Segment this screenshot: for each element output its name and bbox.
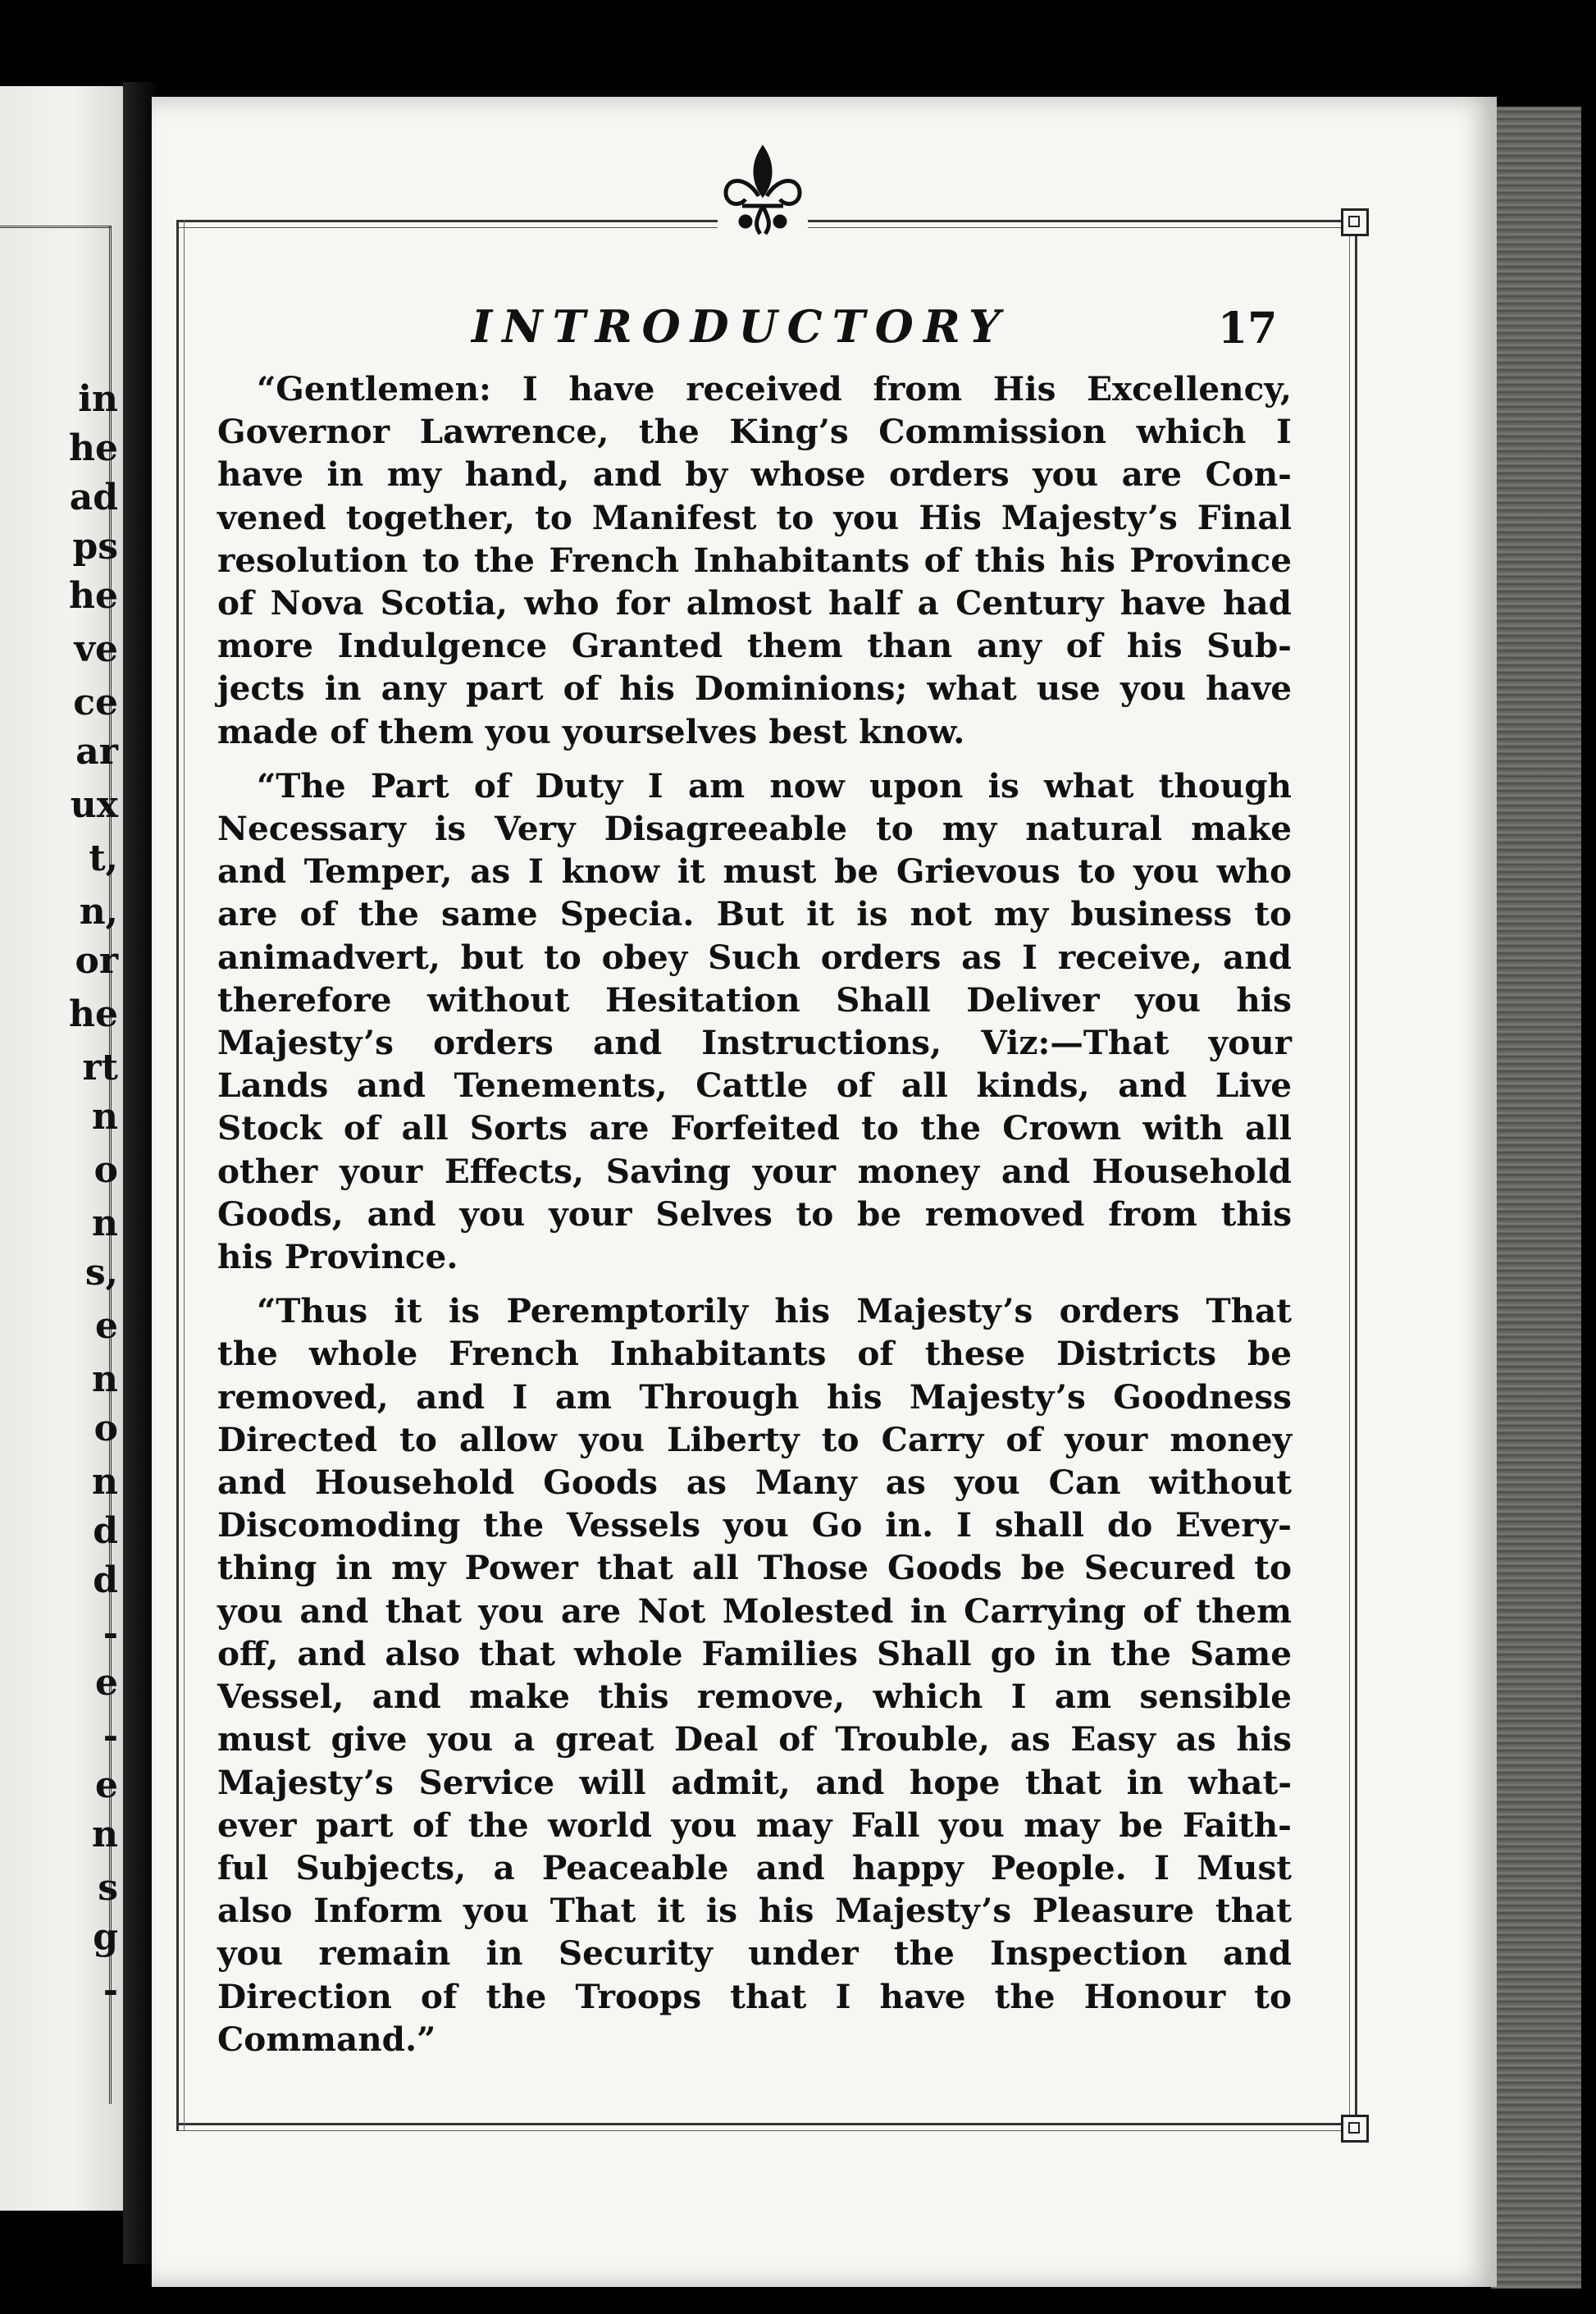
facing-page-fragment: g	[93, 1916, 118, 1958]
text-line: thing in my Power that all Those Goods be Secured to	[217, 1548, 1292, 1588]
facing-page-fragment: n	[92, 1461, 118, 1503]
facing-page-fragment: he	[69, 427, 118, 469]
paragraph-gap	[217, 1278, 1292, 1289]
paragraph	[217, 764, 1292, 1278]
text-line: “The Part of Duty I am now upon is what though	[257, 765, 1292, 806]
facing-page-fragment: -	[103, 1715, 118, 1757]
text-line: Necessary is Very Disagreeable to my natural make	[217, 809, 1292, 849]
facing-page-fragment: o	[93, 1149, 118, 1191]
text-line: have in my hand, and by whose orders you are Con-	[217, 454, 1292, 495]
text-line: off, and also that whole Families Shall go in the Same	[217, 1633, 1292, 1673]
text-line: Vessel, and make this remove, which I am sensible	[217, 1677, 1292, 1717]
facing-page-fragment: ps	[72, 526, 118, 568]
facing-page-fragment: d	[93, 1510, 118, 1552]
facing-page-fragment: n,	[79, 891, 118, 933]
text-line: ever part of the world you may Fall you may be Faith-	[217, 1805, 1292, 1845]
facing-page-fragment: n	[92, 1358, 118, 1400]
text-line: Discomoding the Vessels you Go in. I shall do Every-	[217, 1505, 1292, 1545]
text-line: must give you a great Deal of Trouble, as Easy as his	[217, 1719, 1292, 1759]
corner-ornament-bottom-right	[1341, 2115, 1369, 2143]
page-number: 17	[1218, 304, 1278, 354]
facing-page-fragment: -	[103, 1613, 118, 1654]
fleur-de-lis-icon	[718, 142, 808, 240]
text-line: other your Effects, Saving your money and Household	[217, 1151, 1292, 1191]
facing-page-fragment: e	[95, 1305, 118, 1347]
running-head: INTRODUCTORY	[472, 300, 1010, 353]
facing-page-fragment: e	[95, 1662, 118, 1704]
text-line: Majesty’s orders and Instructions, Viz:—That your	[217, 1023, 1292, 1063]
text-line: “Gentlemen: I have received from His Excellency,	[257, 369, 1292, 408]
text-line: and Temper, as I know it must be Grievous to you who	[217, 851, 1292, 892]
paragraph-gap	[217, 753, 1292, 764]
page-edge	[1491, 107, 1581, 2289]
facing-page-fragment: s	[98, 1867, 118, 1909]
facing-page-fragment: s,	[84, 1252, 118, 1294]
facing-page-fragment: n	[92, 1814, 118, 1855]
text-line: Goods, and you your Selves to be removed from this	[217, 1194, 1292, 1234]
facing-page-fragment: ve	[74, 628, 118, 670]
text-line: Governor Lawrence, the King’s Commission which I	[217, 412, 1292, 452]
facing-page-fragment: n	[92, 1203, 118, 1244]
border-right-rule	[1349, 220, 1357, 2131]
text-line: ful Subjects, a Peaceable and happy People. I Must	[217, 1847, 1292, 1887]
text-line: you remain in Security under the Inspection and	[217, 1933, 1292, 1974]
facing-page-fragment: o	[93, 1408, 118, 1449]
text-line: resolution to the French Inhabitants of this his Province	[217, 540, 1292, 580]
paragraph	[217, 367, 1292, 753]
text-line: made of them you yourselves best know.	[217, 711, 965, 751]
text-line: his Province.	[217, 1237, 458, 1277]
text-line: the whole French Inhabitants of these Districts be	[217, 1334, 1292, 1374]
book-page	[152, 97, 1497, 2287]
facing-page-fragment: ar	[75, 731, 118, 773]
facing-page-fragment: e	[95, 1764, 118, 1806]
text-line: vened together, to Manifest to you His Majesty’s Final	[217, 497, 1292, 537]
facing-page-fragment: or	[75, 940, 118, 982]
facing-page-fragment: ux	[70, 784, 118, 826]
facing-page-fragment: he	[69, 575, 118, 617]
text-line: more Indulgence Granted them than any of his Sub-	[217, 626, 1292, 666]
facing-page-top-rule	[0, 226, 112, 228]
body-text	[217, 367, 1292, 2061]
facing-page-fragment: in	[78, 378, 118, 420]
text-line: animadvert, but to obey Such orders as I receive, and	[217, 937, 1292, 977]
text-line: Direction of the Troops that I have the Honour to	[217, 1976, 1292, 2016]
facing-page-fragment: rt	[82, 1047, 118, 1089]
text-line: Majesty’s Service will admit, and hope that in what-	[217, 1762, 1292, 1802]
text-line: are of the same Specia. But it is not my business to	[217, 894, 1292, 934]
facing-page-fragment: t,	[89, 838, 118, 879]
border-bottom-rule	[176, 2123, 1357, 2131]
facing-page-fragment: d	[93, 1559, 118, 1601]
text-line: also Inform you That it is his Majesty’s Pleasure that	[217, 1891, 1292, 1931]
facing-page-fragment: -	[103, 1969, 118, 2011]
facing-page-fragment: ce	[73, 682, 118, 723]
facing-page-fragment: he	[69, 993, 118, 1035]
book-gutter	[123, 82, 156, 2264]
paragraph	[217, 1289, 1292, 2061]
text-line: Stock of all Sorts are Forfeited to the Crown with all	[217, 1108, 1292, 1148]
border-left-rule	[176, 220, 185, 2131]
text-line: Lands and Tenements, Cattle of all kinds, and Live	[217, 1066, 1292, 1106]
text-line: and Household Goods as Many as you Can without	[217, 1463, 1292, 1503]
text-line: Directed to allow you Liberty to Carry of your money	[217, 1419, 1292, 1459]
text-line: removed, and I am Through his Majesty’s Goodness	[217, 1376, 1292, 1417]
text-line: Command.”	[217, 2019, 436, 2059]
text-line: therefore without Hesitation Shall Deliver you his	[217, 979, 1292, 1020]
corner-ornament-top-right	[1341, 208, 1369, 236]
text-line: you and that you are Not Molested in Carrying of them	[217, 1591, 1292, 1631]
text-line: of Nova Scotia, who for almost half a Century have had	[217, 583, 1292, 623]
facing-page-fragment: ad	[69, 477, 118, 518]
facing-page-fragment: n	[92, 1096, 118, 1138]
text-line: “Thus it is Peremptorily his Majesty’s orders That	[257, 1291, 1292, 1331]
text-line: jects in any part of his Dominions; what use you have	[217, 669, 1292, 709]
facing-page-sliver	[0, 86, 123, 2211]
